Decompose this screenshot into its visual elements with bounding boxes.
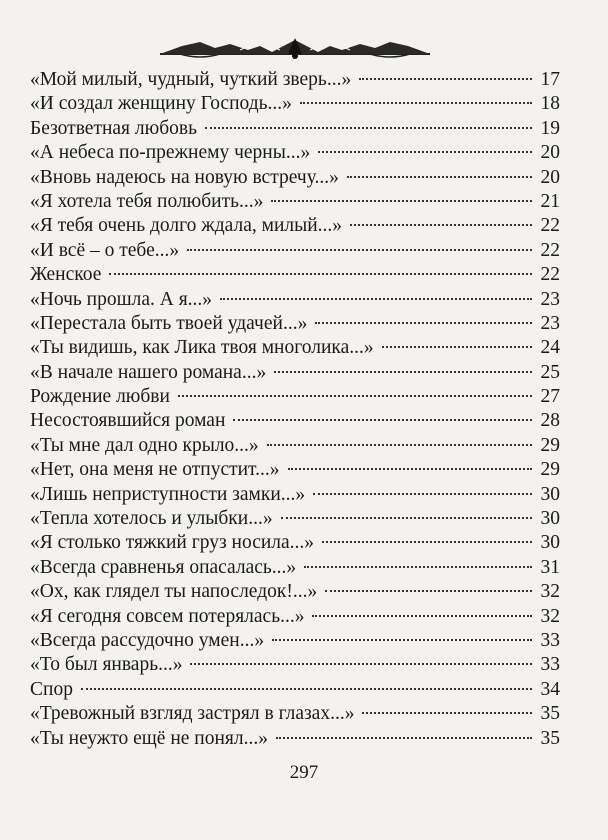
toc-entry-page: 25 xyxy=(540,361,560,383)
toc-entry xyxy=(30,483,560,507)
toc-entry-page: 29 xyxy=(540,434,560,456)
toc-entry-title: «А небеса по-прежнему черны...» xyxy=(30,142,311,164)
toc-entry xyxy=(30,361,560,385)
toc-entry-page: 30 xyxy=(540,508,560,530)
dot-leader xyxy=(233,419,532,421)
toc-entry-page: 28 xyxy=(540,410,560,432)
toc-entry-page: 32 xyxy=(540,605,560,627)
toc-entry-page: 29 xyxy=(540,459,560,481)
toc-entry-title: «Всегда рассудочно умен...» xyxy=(30,629,265,651)
toc-entry-title: «Нет, она меня не отпустит...» xyxy=(30,459,280,481)
toc-entry xyxy=(30,288,560,312)
toc-entry-title: «И создал женщину Господь...» xyxy=(30,93,292,115)
toc-entry xyxy=(30,702,560,726)
dot-leader xyxy=(359,78,532,80)
toc-entry-title: «Ночь прошла. А я...» xyxy=(30,288,213,310)
toc-entry-page: 35 xyxy=(540,703,560,725)
toc-entry-title: «Ты неужто ещё не понял...» xyxy=(30,727,268,749)
toc-entry xyxy=(30,385,560,409)
toc-entry-page: 22 xyxy=(540,215,560,237)
dot-leader xyxy=(271,200,532,202)
toc-entry-page: 17 xyxy=(540,69,560,90)
toc-entry-page: 33 xyxy=(540,654,560,676)
toc-entry-page: 18 xyxy=(540,93,560,115)
toc-entry-page: 32 xyxy=(540,581,560,603)
toc-entry-title: «Перестала быть твоей удачей...» xyxy=(30,312,308,334)
toc-entry xyxy=(30,239,560,263)
toc-entry xyxy=(30,117,560,141)
dot-leader xyxy=(272,639,532,641)
toc-entry-page: 30 xyxy=(540,483,560,505)
toc-entry-title: «Вновь надеюсь на новую встречу...» xyxy=(30,166,339,188)
toc-entry xyxy=(30,678,560,702)
toc-entry xyxy=(30,312,560,336)
dot-leader xyxy=(81,688,532,690)
dot-leader xyxy=(220,298,532,300)
table-of-contents xyxy=(30,68,560,751)
toc-entry-page: 22 xyxy=(540,239,560,261)
toc-entry xyxy=(30,653,560,677)
toc-entry-page: 23 xyxy=(540,288,560,310)
toc-entry-page: 22 xyxy=(540,264,560,286)
toc-entry-title: Рождение любви xyxy=(30,386,170,408)
dot-leader xyxy=(205,127,532,129)
dot-leader xyxy=(274,371,532,373)
toc-entry-title: «Лишь неприступности замки...» xyxy=(30,483,306,505)
toc-entry-title: «Я сегодня совсем потерялась...» xyxy=(30,605,305,627)
toc-entry xyxy=(30,92,560,116)
dot-leader xyxy=(109,273,532,275)
toc-entry-title: «Я хотела тебя полюбить...» xyxy=(30,190,264,212)
toc-entry-title: «Тревожный взгляд застрял в глазах...» xyxy=(30,703,355,725)
toc-entry-page: 33 xyxy=(540,629,560,651)
toc-entry-page: 20 xyxy=(540,166,560,188)
toc-entry xyxy=(30,190,560,214)
page-number: 297 xyxy=(289,762,319,783)
dot-leader xyxy=(325,590,532,592)
dot-leader xyxy=(267,444,532,446)
dot-leader xyxy=(350,224,532,226)
toc-entry-page: 19 xyxy=(540,117,560,139)
toc-entry-page: 30 xyxy=(540,532,560,554)
toc-entry xyxy=(30,556,560,580)
toc-entry-title: Несостоявшийся роман xyxy=(30,410,226,432)
toc-entry xyxy=(30,531,560,555)
toc-entry-page: 24 xyxy=(540,337,560,359)
dot-leader xyxy=(304,566,532,568)
dot-leader xyxy=(190,663,532,665)
toc-entry-title: «Ты мне дал одно крыло...» xyxy=(30,434,259,456)
toc-entry-page: 23 xyxy=(540,312,560,334)
dot-leader xyxy=(312,615,532,617)
toc-entry xyxy=(30,141,560,165)
toc-entry-title: Женское xyxy=(30,264,102,286)
toc-entry xyxy=(30,605,560,629)
dot-leader xyxy=(187,249,532,251)
toc-entry xyxy=(30,434,560,458)
dot-leader xyxy=(276,737,532,739)
toc-entry xyxy=(30,214,560,238)
toc-entry xyxy=(30,68,560,92)
toc-entry-title: «Всегда сравненья опасалась...» xyxy=(30,556,297,578)
toc-entry-title: «То был январь...» xyxy=(30,654,183,676)
toc-entry xyxy=(30,629,560,653)
toc-entry-title: «Тепла хотелось и улыбки...» xyxy=(30,508,273,530)
dot-leader xyxy=(313,493,532,495)
toc-entry xyxy=(30,166,560,190)
dot-leader xyxy=(322,541,532,543)
toc-entry xyxy=(30,727,560,751)
dot-leader xyxy=(382,346,532,348)
toc-entry-title: «Ох, как глядел ты напоследок!...» xyxy=(30,581,318,603)
toc-entry xyxy=(30,336,560,360)
toc-entry-title: «Мой милый, чудный, чуткий зверь...» xyxy=(30,69,352,90)
toc-entry-title: «Я тебя очень долго ждала, милый...» xyxy=(30,215,343,237)
toc-entry-title: Спор xyxy=(30,678,73,700)
dot-leader xyxy=(178,395,532,397)
dot-leader xyxy=(362,712,532,714)
dot-leader xyxy=(288,468,533,470)
toc-entry-page: 35 xyxy=(540,727,560,749)
dot-leader xyxy=(300,102,532,104)
toc-entry-title: Безответная любовь xyxy=(30,117,197,139)
toc-entry-page: 27 xyxy=(540,386,560,408)
toc-entry xyxy=(30,580,560,604)
toc-entry-title: «В начале нашего романа...» xyxy=(30,361,267,383)
toc-entry-page: 34 xyxy=(540,678,560,700)
toc-entry xyxy=(30,507,560,531)
toc-entry-title: «Я столько тяжкий груз носила...» xyxy=(30,532,315,554)
toc-entry-title: «Ты видишь, как Лика твоя многолика...» xyxy=(30,337,374,359)
toc-entry-page: 21 xyxy=(540,190,560,212)
dot-leader xyxy=(315,322,532,324)
ornament-icon xyxy=(160,36,430,62)
toc-entry xyxy=(30,409,560,433)
toc-entry xyxy=(30,458,560,482)
toc-entry-title: «И всё – о тебе...» xyxy=(30,239,180,261)
toc-entry xyxy=(30,263,560,287)
dot-leader xyxy=(281,517,532,519)
toc-entry-page: 31 xyxy=(540,556,560,578)
toc-entry-page: 20 xyxy=(540,142,560,164)
dot-leader xyxy=(347,176,532,178)
dot-leader xyxy=(318,151,532,153)
